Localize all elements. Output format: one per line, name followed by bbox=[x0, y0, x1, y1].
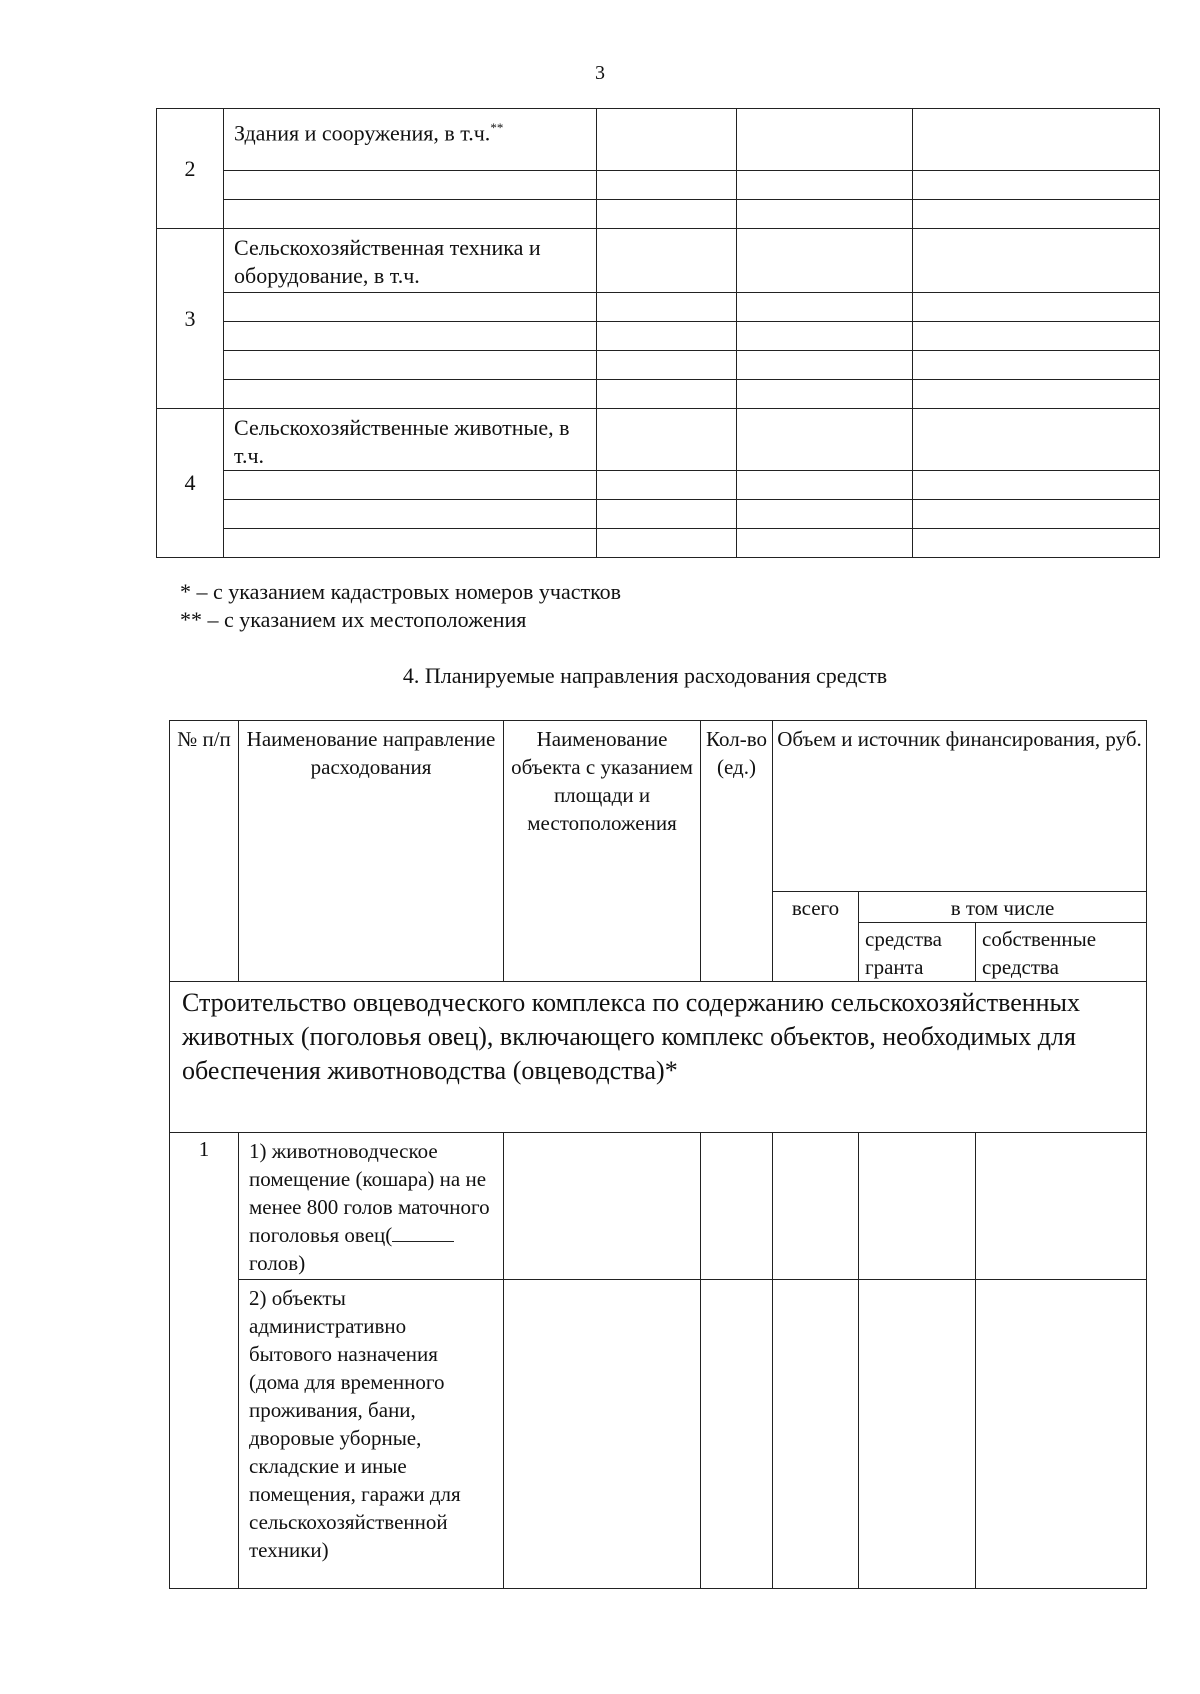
table-row bbox=[157, 229, 1160, 293]
value-cell[interactable] bbox=[913, 200, 1160, 229]
value-cell[interactable] bbox=[597, 471, 737, 500]
value-cell[interactable] bbox=[913, 322, 1160, 351]
value-cell[interactable] bbox=[737, 500, 913, 529]
value-cell[interactable] bbox=[913, 109, 1160, 171]
header-grant: средства гранта bbox=[859, 923, 976, 982]
blank-cell[interactable] bbox=[224, 351, 597, 380]
value-cell[interactable] bbox=[597, 409, 737, 471]
cell-total[interactable] bbox=[773, 1133, 859, 1280]
footnote-1: * – с указанием кадастровых номеров участков bbox=[180, 579, 622, 604]
value-cell[interactable] bbox=[737, 229, 913, 293]
value-cell[interactable] bbox=[597, 229, 737, 293]
table-row bbox=[170, 1133, 1147, 1280]
value-cell[interactable] bbox=[737, 471, 913, 500]
table-row bbox=[157, 529, 1160, 558]
header-qty: Кол-во (ед.) bbox=[701, 721, 773, 982]
table-row bbox=[157, 171, 1160, 200]
header-finance: Объем и источник финансирования, руб. bbox=[773, 721, 1147, 892]
value-cell[interactable] bbox=[737, 409, 913, 471]
table-row bbox=[157, 322, 1160, 351]
table-row bbox=[157, 500, 1160, 529]
value-cell[interactable] bbox=[737, 322, 913, 351]
cell-total[interactable] bbox=[773, 1280, 859, 1589]
group-number: 2 bbox=[157, 109, 224, 229]
value-cell[interactable] bbox=[737, 380, 913, 409]
blank-cell[interactable] bbox=[224, 322, 597, 351]
value-cell[interactable] bbox=[913, 500, 1160, 529]
item-livestock-building: 1) животноводческое помещение (кошара) на не менее 800 голов маточного поголовья овец( голов) bbox=[239, 1133, 504, 1280]
table-row bbox=[157, 293, 1160, 322]
group-label: Здания и сооружения, в т.ч.** bbox=[224, 109, 597, 171]
section-title: 4. Планируемые направления расходования средств bbox=[402, 663, 888, 688]
value-cell[interactable] bbox=[913, 529, 1160, 558]
value-cell[interactable] bbox=[597, 380, 737, 409]
value-cell[interactable] bbox=[737, 351, 913, 380]
assets-table bbox=[156, 108, 1160, 558]
cell-object[interactable] bbox=[504, 1280, 701, 1589]
blank-cell[interactable] bbox=[224, 529, 597, 558]
value-cell[interactable] bbox=[913, 351, 1160, 380]
value-cell[interactable] bbox=[913, 409, 1160, 471]
value-cell[interactable] bbox=[737, 529, 913, 558]
footnote-2: ** – с указанием их местоположения bbox=[180, 607, 527, 632]
value-cell[interactable] bbox=[737, 109, 913, 171]
table-row bbox=[157, 200, 1160, 229]
blank-cell[interactable] bbox=[224, 500, 597, 529]
header-own: собственные средства bbox=[976, 923, 1147, 982]
value-cell[interactable] bbox=[597, 529, 737, 558]
value-cell[interactable] bbox=[913, 229, 1160, 293]
header-direction: Наименование направление расходования bbox=[239, 721, 504, 982]
blank-cell[interactable] bbox=[224, 471, 597, 500]
header-incl: в том числе bbox=[859, 892, 1147, 923]
cell-own[interactable] bbox=[976, 1280, 1147, 1589]
value-cell[interactable] bbox=[913, 380, 1160, 409]
item-admin-buildings: 2) объекты административно бытового назначения (дома для временного проживания, бани, дворовые уборные, складские и иные помещения, гаражи для сельскохозяйственной техники) bbox=[239, 1280, 504, 1589]
value-cell[interactable] bbox=[913, 171, 1160, 200]
header-object: Наименование объекта с указанием площади и местоположения bbox=[504, 721, 701, 982]
group-label: Сельскохозяйственные животные, в т.ч. bbox=[224, 409, 597, 471]
value-cell[interactable] bbox=[913, 293, 1160, 322]
value-cell[interactable] bbox=[913, 471, 1160, 500]
cell-qty[interactable] bbox=[701, 1133, 773, 1280]
table-row bbox=[157, 471, 1160, 500]
value-cell[interactable] bbox=[737, 200, 913, 229]
value-cell[interactable] bbox=[737, 293, 913, 322]
blank-cell[interactable] bbox=[224, 200, 597, 229]
value-cell[interactable] bbox=[597, 351, 737, 380]
table-row bbox=[157, 380, 1160, 409]
group-label: Сельскохозяйственная техника и оборудование, в т.ч. bbox=[224, 229, 597, 293]
header-total: всего bbox=[773, 892, 859, 982]
value-cell[interactable] bbox=[597, 293, 737, 322]
table-row bbox=[157, 351, 1160, 380]
cell-grant[interactable] bbox=[859, 1133, 976, 1280]
cell-qty[interactable] bbox=[701, 1280, 773, 1589]
blank-cell[interactable] bbox=[224, 171, 597, 200]
category-title: Строительство овцеводческого комплекса по содержанию сельскохозяйственных животных (поголовья овец), включающего комплекс объектов, необходимых для обеспечения животноводства (овцеводства)* bbox=[170, 982, 1147, 1133]
cell-grant[interactable] bbox=[859, 1280, 976, 1589]
value-cell[interactable] bbox=[597, 171, 737, 200]
cell-own[interactable] bbox=[976, 1133, 1147, 1280]
table-row bbox=[157, 409, 1160, 471]
page-number: 3 bbox=[595, 62, 605, 84]
group-number: 4 bbox=[157, 409, 224, 558]
category-row bbox=[170, 982, 1147, 1133]
group-number: 3 bbox=[157, 229, 224, 409]
table-row bbox=[157, 109, 1160, 171]
blank-cell[interactable] bbox=[224, 293, 597, 322]
value-cell[interactable] bbox=[597, 200, 737, 229]
header-row-1 bbox=[170, 721, 1147, 892]
header-num: № п/п bbox=[170, 721, 239, 982]
value-cell[interactable] bbox=[597, 500, 737, 529]
footnotes bbox=[180, 578, 621, 634]
footnote-marker: ** bbox=[490, 120, 504, 135]
expenditure-table bbox=[169, 720, 1147, 1589]
value-cell[interactable] bbox=[737, 171, 913, 200]
value-cell[interactable] bbox=[597, 322, 737, 351]
blank-field[interactable] bbox=[392, 1223, 454, 1242]
table-row bbox=[170, 1280, 1147, 1589]
blank-cell[interactable] bbox=[224, 380, 597, 409]
value-cell[interactable] bbox=[597, 109, 737, 171]
row-number: 1 bbox=[170, 1133, 239, 1589]
cell-object[interactable] bbox=[504, 1133, 701, 1280]
